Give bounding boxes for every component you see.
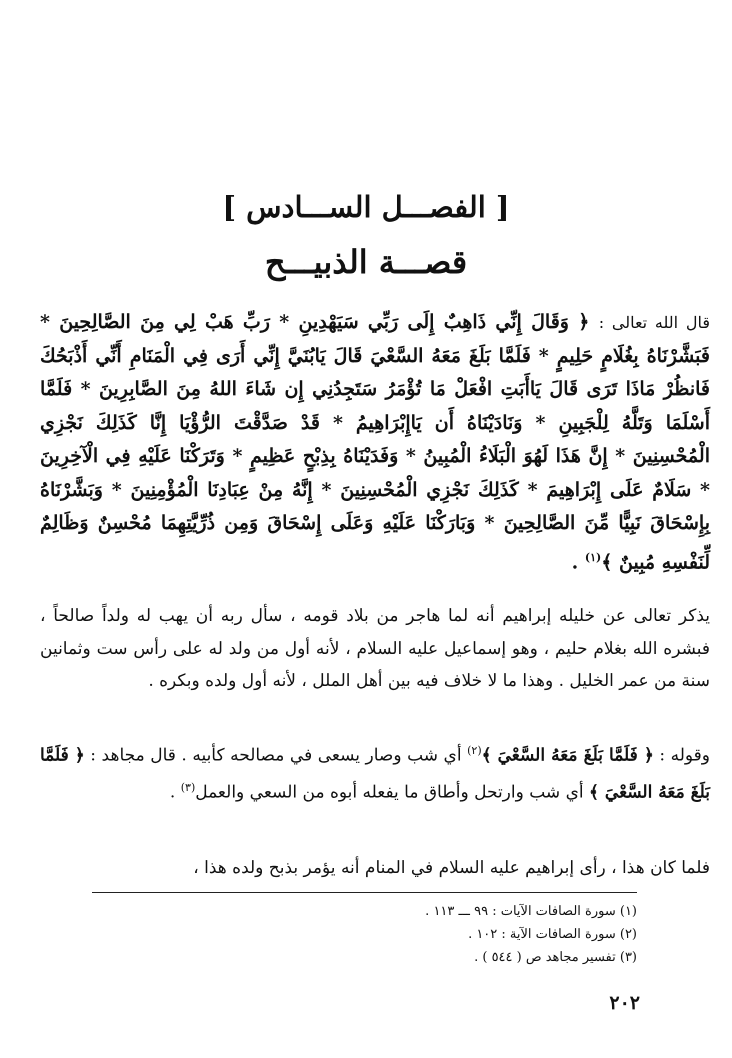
verse-end: . [571, 550, 579, 573]
chapter-heading: [ الفصـــل الســـادس ] [222, 190, 510, 224]
quote-2: ﴿ فَلَمَّا بَلَغَ مَعَهُ السَّعْيَ ﴾ [40, 745, 710, 803]
story-title: قصـــة الذبيـــح [264, 243, 468, 281]
footnote-ref-2: (٢) [467, 744, 482, 757]
paragraph-3: فلما كان هذا ، رأى إبراهيم عليه السلام في المنام أنه يؤمر بذبح ولده هذا ، [193, 858, 710, 878]
footnote-2: (٢) سورة الصافات الآية : ١٠٢ . [468, 927, 637, 942]
page-number: ٢٠٢ [609, 992, 640, 1014]
footnote-3: (٣) تفسير مجاهد ص ( ٥٤٤ ) . [474, 950, 637, 965]
paragraph-2-part-d: . [169, 782, 176, 803]
paragraph-2-part-b: أي شب وصار يسعى في مصالحه كأبيه . قال مجاهد : [90, 745, 462, 766]
paragraph-2-part-c: أي شب وارتحل وأطاق ما يفعله أبوه من السعي والعمل [195, 782, 584, 803]
footnote-ref-3: (٣) [180, 781, 196, 795]
paragraph-2-part-a: وقوله : [659, 745, 710, 766]
footnote-divider [92, 892, 637, 893]
verse-intro: قال الله تعالى : [598, 313, 710, 332]
footnotes [92, 900, 637, 969]
footnote-1: (١) سورة الصافات الآيات : ٩٩ ـــ ١١٣ . [425, 904, 637, 919]
verse-text: ﴿ وَقَالَ إِنِّي ذَاهِبٌ إِلَى رَبِّي سَيَهْدِينِ * رَبِّ هَبْ لِي مِنَ الصَّالِحِينَ * فَبَشَّرْنَاهُ بِغُلَامٍ حَلِيمٍ * فَلَمَّا بَلَغَ مَعَهُ السَّعْيَ قَالَ يَابُنَيَّ إِنِّي أَرَى فِي الْمَنَامِ أَنِّي أَذْبَحُكَ فَانظُرْ مَاذَا تَرَى قَالَ يَاأَبَتِ افْعَلْ مَا تُؤْمَرُ سَتَجِدُنِي إِن شَاءَ اللهُ مِنَ الصَّابِرِينَ * فَلَمَّا أَسْلَمَا وَتَلَّهُ لِلْجَبِينِ * وَنَادَيْنَاهُ أَن يَاإِبْرَاهِيمُ * قَدْ صَدَّقْتَ الرُّؤْيَا إِنَّا كَذَلِكَ نَجْزِي الْمُحْسِنِينَ * إِنَّ هَذَا لَهُوَ الْبَلَاءُ الْمُبِينُ * وَفَدَيْنَاهُ بِذِبْحٍ عَظِيمٍ * وَتَرَكْنَا عَلَيْهِ فِي الْآخِرِينَ * سَلَامٌ عَلَى إِبْرَاهِيمَ * كَذَلِكَ نَجْزِي الْمُحْسِنِينَ * إِنَّهُ مِنْ عِبَادِنَا الْمُؤْمِنِينَ * وَبَشَّرْنَاهُ بِإِسْحَاقَ نَبِيًّا مِّنَ الصَّالِحِينَ * وَبَارَكْنَا عَلَيْهِ وَعَلَى إِسْحَاقَ وَمِن ذُرِّيَّتِهِمَا مُحْسِنٌ وَظَالِمٌ لِّنَفْسِهِ مُبِينٌ ﴾ [40, 311, 711, 573]
quote-1: ﴿ فَلَمَّا بَلَغَ مَعَهُ السَّعْيَ ﴾ [481, 745, 654, 766]
quran-verse-block [40, 306, 710, 579]
paragraph-1: يذكر تعالى عن خليله إبراهيم أنه لما هاجر من بلاد قومه ، سأل ربه أن يهب له ولداً صالحاً ، فبشره الله بغلام حليم ، وهو إسماعيل عليه السلام ، لأنه أول من ولد له على رأس ست وثمانين سنة من عمر الخليل . وهذا ما لا خلاف فيه بين أهل الملل ، لأنه أول ولده وبكره . [40, 606, 711, 691]
footnote-ref-1: (١) [584, 550, 602, 564]
paragraph-2 [40, 735, 710, 809]
